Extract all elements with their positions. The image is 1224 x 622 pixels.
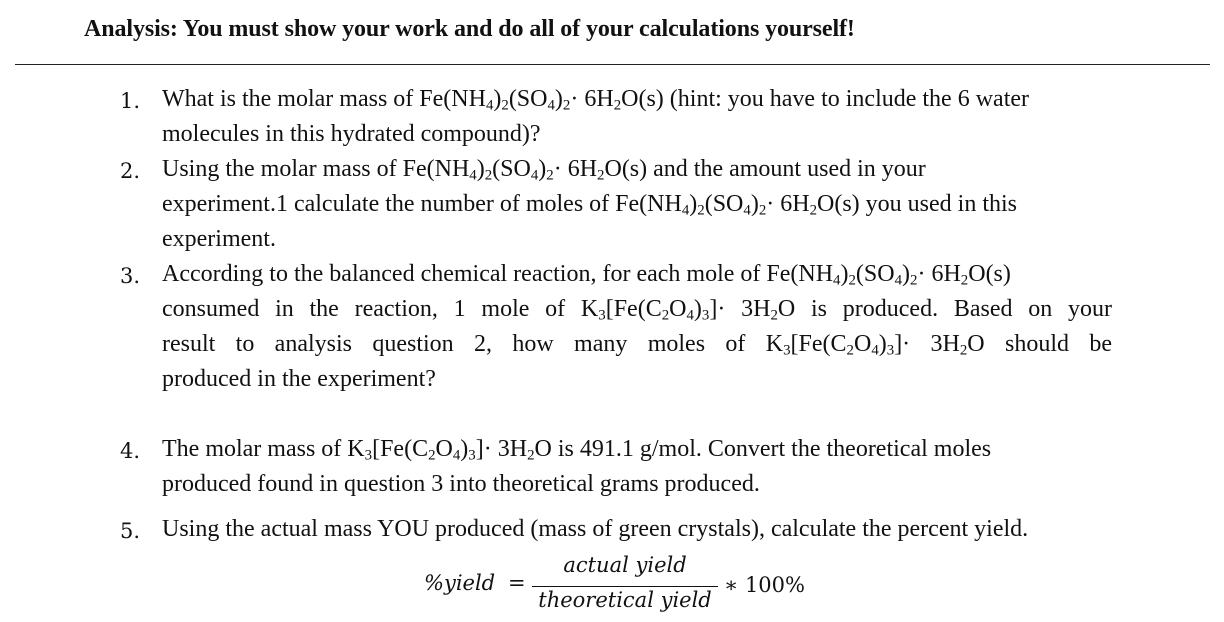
formula-part: (SO	[855, 261, 895, 287]
formula-part: ]· 3H	[475, 436, 528, 462]
horizontal-divider	[15, 64, 1210, 65]
formula-part: (SO	[492, 156, 531, 182]
question-number: 5.	[120, 519, 141, 543]
formula-subscript: 2	[613, 97, 622, 114]
question-line: What is the molar mass of $Fe(NH_4)_2(SO_4)_2\cdot 6H_2O(s)$ (hint: you have to include the 6 water	[162, 86, 1030, 114]
question-line: Using the actual mass YOU produced (mass of green crystals), calculate the percent yield.	[162, 516, 1029, 542]
formula-subscript: 4	[530, 167, 539, 184]
formula-part: O(s)	[968, 261, 1011, 287]
percent-yield-formula	[0, 552, 1224, 614]
chem-formula-ferrioxalate	[766, 331, 985, 357]
question-number: 3.	[120, 264, 141, 288]
fraction-bar	[532, 586, 718, 587]
question-line: produced found in question 3 into theoretical grams produced.	[162, 471, 760, 497]
formula-part: O	[534, 436, 552, 462]
formula-subscript: 2	[959, 342, 968, 359]
formula-subscript: 4	[894, 272, 903, 289]
question-line: result to analysis question 2, how many moles of $K_3[Fe(C_2O_4)_3]\cdot 3H_2O$ should be	[162, 331, 1112, 359]
formula-part: Fe(NH	[615, 191, 682, 217]
question-line: molecules in this hydrated compound)?	[162, 121, 541, 147]
formula-multiplier: ∗ 100%	[724, 573, 805, 597]
formula-subscript: 2	[758, 202, 767, 219]
formula-part: )	[902, 261, 911, 287]
question-number: 2.	[120, 159, 141, 183]
formula-subscript: 3	[701, 307, 710, 324]
formula-subscript: 2	[484, 167, 493, 184]
formula-subscript: 4	[686, 307, 694, 324]
formula-part: )	[689, 191, 698, 217]
question-line: The molar mass of $K_3[Fe(C_2O_4)_3]\cdot 3H_2O$ is 491.1 g/mol. Convert the theoretical moles	[162, 436, 992, 464]
formula-subscript: 3	[364, 447, 373, 464]
formula-subscript: 4	[833, 272, 841, 289]
formula-part: O	[435, 436, 453, 462]
formula-part: · 6H	[917, 261, 961, 287]
question-number: 1.	[120, 89, 141, 113]
formula-part: K	[765, 331, 784, 357]
formula-subscript: 2	[770, 307, 778, 324]
formula-subscript: 2	[661, 307, 670, 324]
formula-part: · 6H	[570, 86, 614, 112]
formula-part: · 6H	[766, 191, 810, 217]
question-number: 4.	[120, 439, 141, 463]
section-heading: Analysis: You must show your work and do all of your calculations yourself!	[84, 16, 855, 42]
formula-part: )	[878, 331, 887, 357]
formula-part: Fe(NH	[419, 86, 486, 112]
formula-subscript: 4	[485, 97, 494, 114]
formula-subscript: 2	[546, 167, 554, 184]
formula-part: K	[580, 296, 599, 322]
chem-formula-fas	[419, 86, 664, 112]
question-line: produced in the experiment?	[162, 366, 436, 392]
formula-part: ]· 3H	[894, 331, 960, 357]
formula-subscript: 3	[783, 342, 791, 359]
question-text	[162, 152, 1112, 257]
formula-subscript: 2	[697, 202, 705, 219]
question-line: experiment.1 calculate the number of moles of $Fe(NH_4)_2(SO_4)_2\cdot 6H_2O(s)$ you used in this	[162, 191, 1018, 219]
formula-part: ]· 3H	[709, 296, 771, 322]
formula-part: )	[750, 191, 759, 217]
formula-subscript: 3	[598, 307, 606, 324]
formula-part: Fe(NH	[766, 261, 834, 287]
chem-formula-fas	[615, 191, 860, 217]
formula-part: (SO	[508, 86, 548, 112]
question-text	[162, 432, 1112, 502]
formula-part: )	[693, 296, 702, 322]
formula-subscript: 2	[428, 447, 436, 464]
chem-formula-fas	[403, 156, 648, 182]
formula-denominator: theoretical yield	[538, 588, 712, 612]
formula-subscript: 4	[469, 167, 477, 184]
question-text	[162, 257, 1112, 397]
formula-part: )	[840, 261, 849, 287]
formula-part: K	[347, 436, 365, 462]
formula-part: O	[777, 296, 796, 322]
formula-part: O	[669, 296, 687, 322]
formula-part: [Fe(C	[790, 331, 847, 357]
question-text	[162, 82, 1112, 152]
formula-part: O(s)	[604, 156, 648, 182]
formula-subscript: 2	[597, 167, 605, 184]
formula-subscript: 2	[527, 447, 535, 464]
formula-subscript: 2	[562, 97, 571, 114]
formula-numerator: actual yield	[563, 553, 687, 577]
formula-part: Fe(NH	[402, 156, 470, 182]
formula-subscript: 4	[452, 447, 461, 464]
formula-part: O	[853, 331, 872, 357]
formula-part: )	[554, 86, 563, 112]
formula-part: )	[493, 86, 502, 112]
formula-part: O(s)	[621, 86, 664, 112]
question-line: Using the molar mass of $Fe(NH_4)_2(SO_4)_2\cdot 6H_2O(s)$ and the amount used in your	[162, 156, 926, 184]
formula-part: [Fe(C	[372, 436, 429, 462]
formula-equals: =	[508, 571, 526, 595]
chem-formula-fas	[766, 261, 1011, 287]
formula-part: · 6H	[553, 156, 598, 182]
formula-part: O	[967, 331, 985, 357]
chem-formula-ferrioxalate	[581, 296, 795, 322]
question-text	[162, 512, 1162, 547]
formula-subscript: 3	[468, 447, 476, 464]
chem-formula-ferrioxalate	[347, 436, 552, 462]
question-line: experiment.	[162, 226, 276, 252]
formula-lhs: %yield	[424, 571, 496, 595]
formula-part: )	[460, 436, 469, 462]
formula-part: [Fe(C	[605, 296, 662, 322]
formula-part: )	[538, 156, 547, 182]
formula-subscript: 4	[743, 202, 751, 219]
formula-subscript: 4	[547, 97, 555, 114]
formula-part: )	[476, 156, 485, 182]
formula-subscript: 2	[848, 272, 856, 289]
formula-subscript: 2	[960, 272, 969, 289]
formula-subscript: 2	[809, 202, 818, 219]
question-line: According to the balanced chemical reaction, for each mole of $Fe(NH_4)_2(SO_4)_2\cdot 6H_2O(s)$	[162, 261, 1011, 289]
formula-subscript: 2	[501, 97, 509, 114]
formula-subscript: 4	[681, 202, 690, 219]
formula-subscript: 2	[910, 272, 918, 289]
question-line: consumed in the reaction, 1 mole of $K_3[Fe(C_2O_4)_3]\cdot 3H_2O$ is produced. Based on your	[162, 296, 1112, 324]
formula-subscript: 4	[871, 342, 879, 359]
formula-part: (SO	[704, 191, 744, 217]
formula-subscript: 3	[886, 342, 895, 359]
formula-subscript: 2	[846, 342, 854, 359]
formula-part: O(s)	[817, 191, 860, 217]
